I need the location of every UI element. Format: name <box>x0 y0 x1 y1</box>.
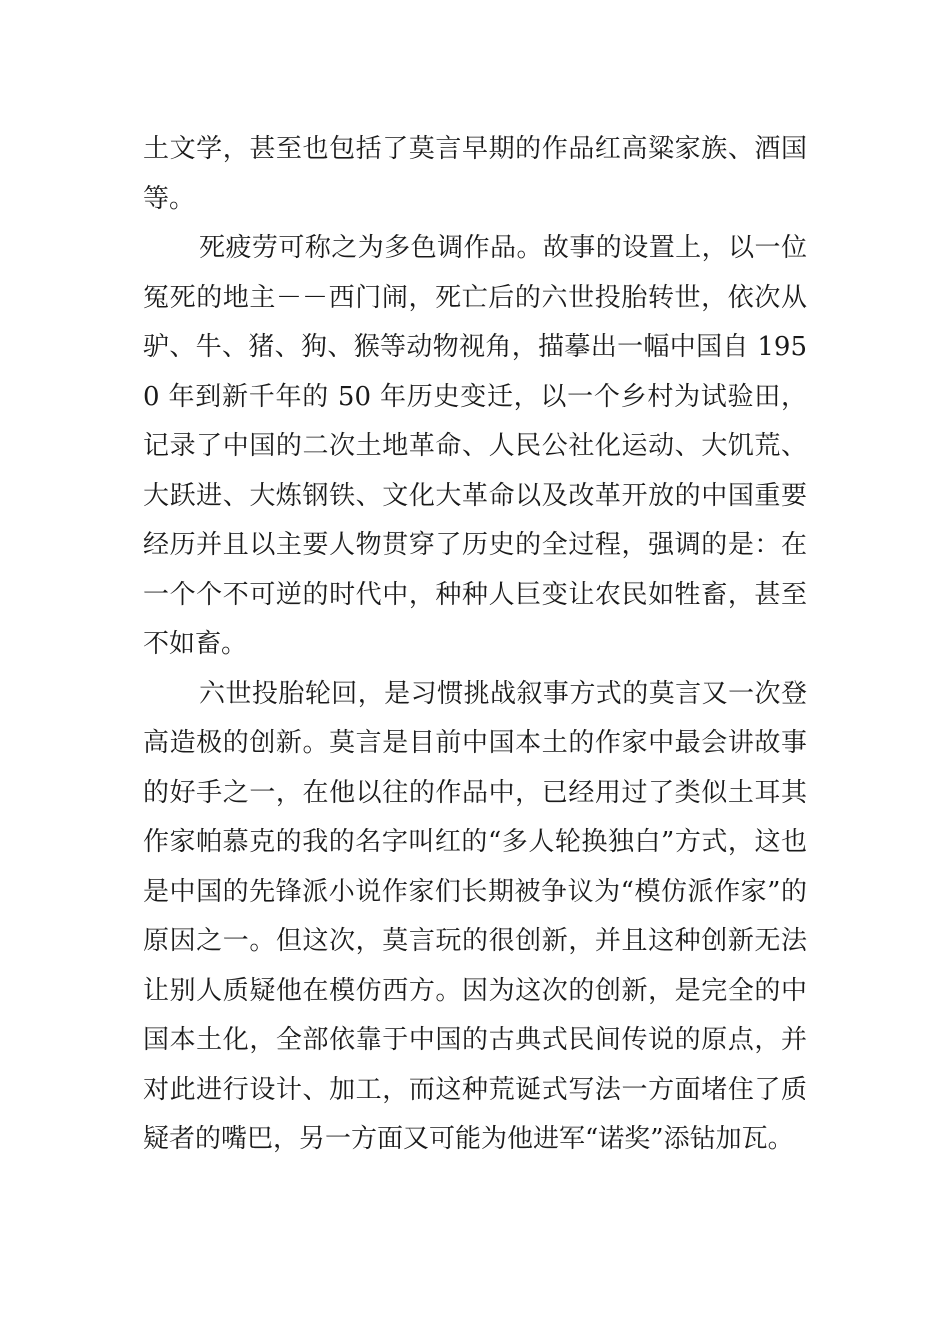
paragraph-continuation: 土文学，甚至也包括了莫言早期的作品红高粱家族、酒国等。 <box>143 134 807 214</box>
paragraph-reincarnation: 六世投胎轮回，是习惯挑战叙事方式的莫言又一次登高造极的创新。莫言是目前中国本土的作家中最会讲故事的好手之一，在他以往的作品中，已经用过了类似土耳其作家帕慕克的我的名字叫红的“多人轮换独白”方式，这也是中国的先锋派小说作家们长期被争议为“模仿派作家”的原因之一。但这次，莫言玩的很创新，并且这种创新无法让别人质疑他在模仿西方。因为这次的创新，是完全的中国本土化，全部依靠于中国的古典式民间传说的原点，并对此进行设计、加工，而这种荒诞式写法一方面堵住了质疑者的嘴巴，另一方面又可能为他进军“诺奖”添钻加瓦。 <box>143 678 807 1154</box>
paragraph-sishen-pilao: 死疲劳可称之为多色调作品。故事的设置上，以一位冤死的地主－－西门闹，死亡后的六世投胎转世，依次从驴、牛、猪、狗、猴等动物视角，描摹出一幅中国自 1950 年到新千年的 50 年历史变迁，以一个乡村为试验田，记录了中国的二次土地革命、人民公社化运动、大饥荒、大跃进、大炼钢铁、文化大革命以及改革开放的中国重要经历并且以主要人物贯穿了历史的全过程，强调的是：在一个个不可逆的时代中，种种人巨变让农民如牲畜，甚至不如畜。 <box>143 233 807 659</box>
document-body <box>143 125 807 1165</box>
